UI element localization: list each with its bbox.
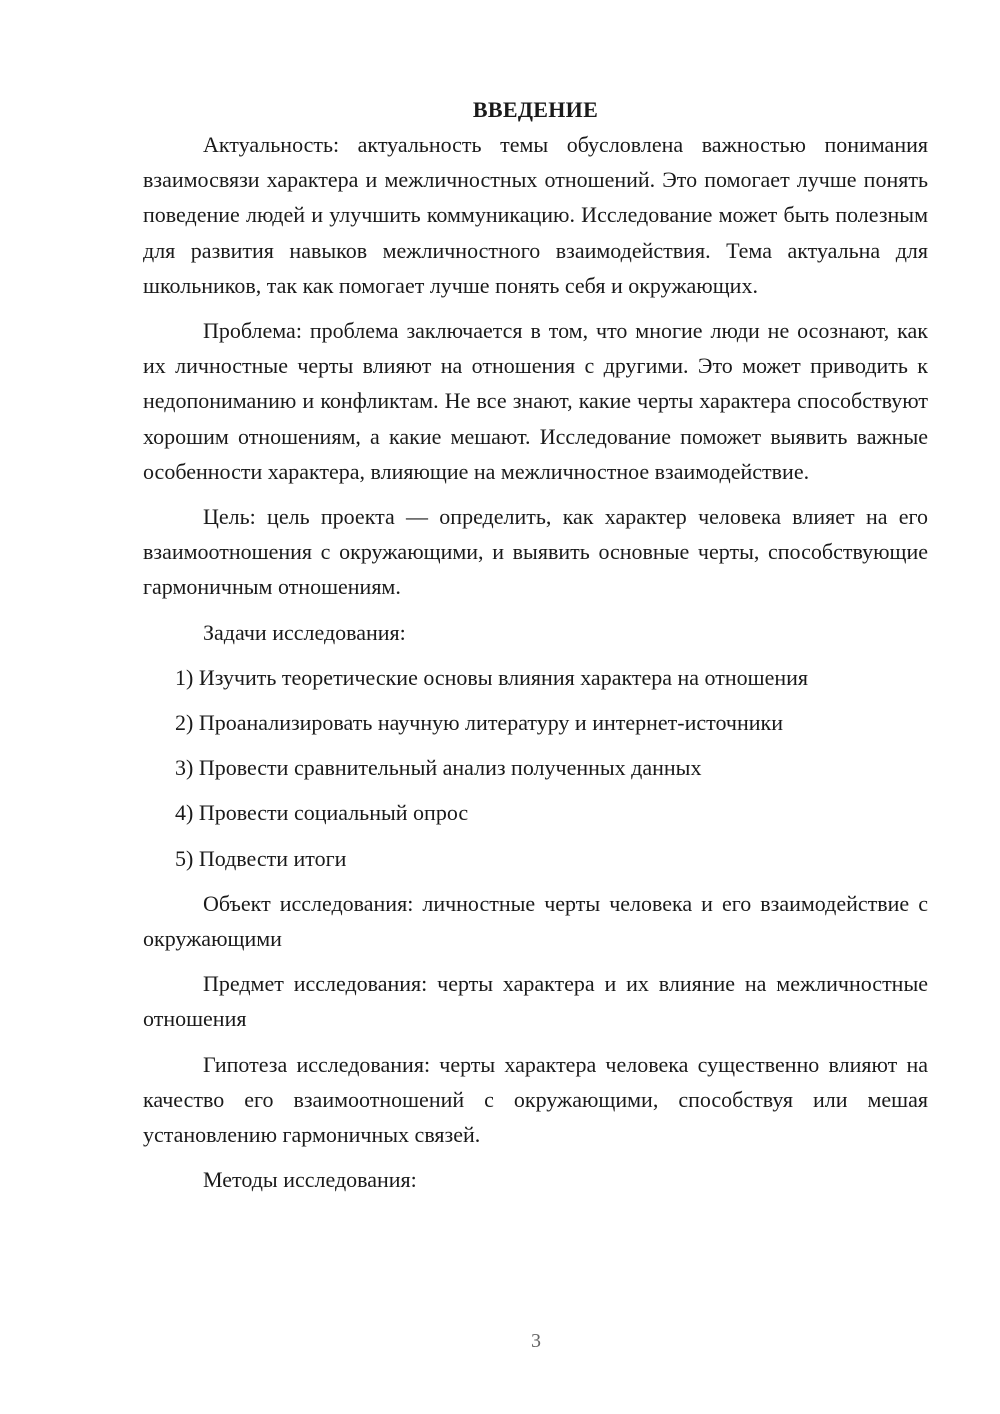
paragraph-goal: Цель: цель проекта — определить, как характер человека влияет на его взаимоотношения с окружающими, и выявить основные черты, способствующие гармоничным отношениям. [143,504,928,600]
paragraph-object: Объект исследования: личностные черты человека и его взаимодействие с окружающими [143,890,928,952]
paragraph-hypothesis: Гипотеза исследования: черты характера человека существенно влияют на качество его взаимоотношений с окружающими, способствуя или мешая установлению гармоничных связей. [143,1051,928,1148]
tasks-heading: Задачи исследования: [203,619,406,645]
paragraph-problem: Проблема: проблема заключается в том, что многие люди не осознают, как их личностные черты влияют на отношения с другими. Это может приводить к недопониманию и конфликтам. Не все знают, какие черты характера способствуют хорошим отношениям, а какие мешают. Исследование поможет выявить важные особенности характера, влияющие на межличностное взаимодействие. [143,318,928,484]
methods-heading: Методы исследования: [203,1167,417,1193]
paragraph-relevance: Актуальность: актуальность темы обусловлена важностью понимания взаимосвязи характера и межличностных отношений. Это помогает лучше понять поведение людей и улучшить коммуникацию. Исследование может быть полезным для развития навыков межличностного взаимодействия. Тема актуальна для школьников, так как помогает лучше понять себя и окружающих. [143,132,928,298]
list-item: 2) Проанализировать научную литературу и интернет-источники [175,710,783,736]
list-item: 4) Провести социальный опрос [175,800,469,826]
list-item: 5) Подвести итоги [175,845,347,871]
document-page [143,92,928,1207]
list-item: 1) Изучить теоретические основы влияния характера на отношения [175,664,809,690]
section-title: ВВЕДЕНИЕ [472,97,599,122]
page-number: 3 [531,1330,541,1352]
paragraph-subject: Предмет исследования: черты характера и их влияние на межличностные отношения [143,971,928,1032]
tasks-list [143,660,928,876]
list-item: 3) Провести сравнительный анализ полученных данных [175,755,702,781]
